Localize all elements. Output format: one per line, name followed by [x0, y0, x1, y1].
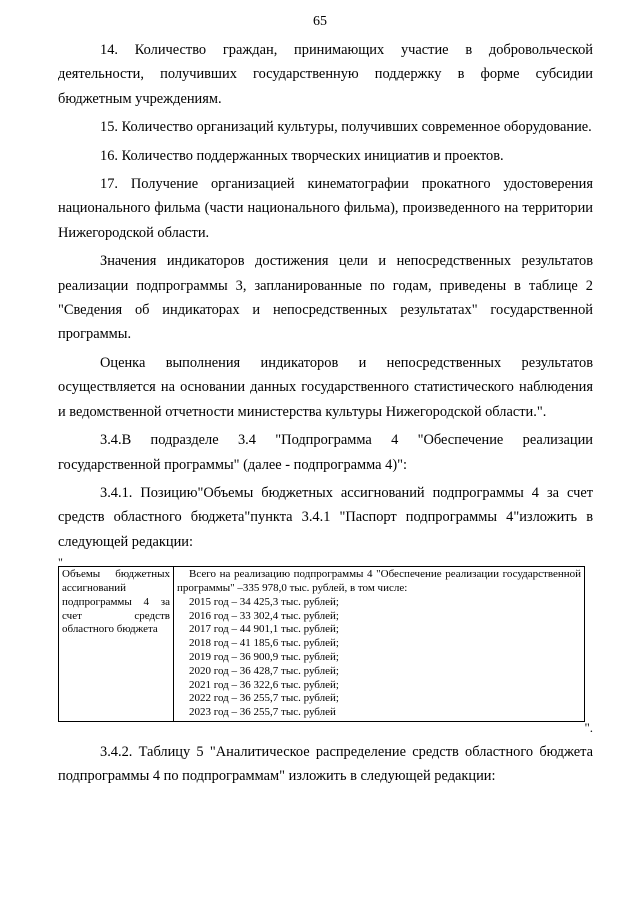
paragraph-item-15: 15. Количество организаций культуры, получивших современное оборудование.	[100, 119, 592, 136]
page-number: 65	[313, 14, 327, 29]
year-line-2017: 2017 год – 44 901,1 тыс. рублей;	[189, 623, 339, 636]
paragraph-section-3-4-1: 3.4.1. Позицию"Объемы бюджетных ассигнований подпрограммы 4 за счет средств областного бюджета"пункта 3.4.1 "Паспорт подпрограммы 4"изложить в следующей редакции:	[58, 484, 593, 550]
budget-allocation-table	[58, 566, 585, 722]
document-body	[58, 38, 593, 789]
quote-close-mark: ".	[584, 719, 593, 735]
paragraph-indicator-assessment: Оценка выполнения индикаторов и непосредственных результатов осуществляется на основании данных государственного статистического наблюдения и ведомственной отчетности министерства культуры Нижегородской области.".	[58, 354, 593, 420]
paragraph-item-16: 16. Количество поддержанных творческих инициатив и проектов.	[100, 147, 504, 164]
year-line-2021: 2021 год – 36 322,6 тыс. рублей;	[189, 678, 339, 691]
year-line-2022: 2022 год – 36 255,7 тыс. рублей;	[189, 692, 339, 705]
paragraph-indicator-values: Значения индикаторов достижения цели и непосредственных результатов реализации подпрограммы 3, запланированные по годам, приведены в таблице 2 "Сведения об индикаторах и непосредственных результатах" государственной программы.	[58, 253, 593, 343]
year-line-2018: 2018 год – 41 185,6 тыс. рублей;	[189, 637, 339, 650]
table-right-content	[174, 567, 585, 722]
paragraph-item-14: 14. Количество граждан, принимающих участие в добровольческой деятельности, получивших государственную поддержку в форме субсидии бюджетным учреждениям.	[58, 42, 593, 107]
year-line-2023: 2023 год – 36 255,7 тыс. рублей	[189, 706, 336, 719]
table-left-label: Объемы бюджетных ассигнований подпрограммы 4 за счет средств областного бюджета	[59, 567, 174, 722]
year-line-2020: 2020 год – 36 428,7 тыс. рублей;	[189, 664, 339, 677]
paragraph-item-17: 17. Получение организацией кинематографии прокатного удостоверения национального фильма (части национального фильма), произведенного на территории Нижегородской области.	[58, 176, 593, 241]
table-total-text: Всего на реализацию подпрограммы 4 "Обеспечение реализации государственной программы" –335 978,0 тыс. рублей, в том числе:	[177, 568, 581, 594]
year-line-2016: 2016 год – 33 302,4 тыс. рублей;	[189, 609, 339, 622]
year-line-2019: 2019 год – 36 900,9 тыс. рублей;	[189, 650, 339, 663]
year-line-2015: 2015 год – 34 425,3 тыс. рублей;	[189, 595, 339, 608]
table-row	[59, 567, 585, 722]
paragraph-section-3-4-2: 3.4.2. Таблицу 5 "Аналитическое распределение средств областного бюджета подпрограммы 4 по подпрограммам" изложить в следующей редакции:	[58, 743, 593, 785]
quote-open-mark: "	[58, 555, 63, 570]
paragraph-section-3-4: 3.4.В подразделе 3.4 "Подпрограмма 4 "Обеспечение реализации государственной программы" (далее - подпрограмма 4)":	[58, 432, 593, 473]
